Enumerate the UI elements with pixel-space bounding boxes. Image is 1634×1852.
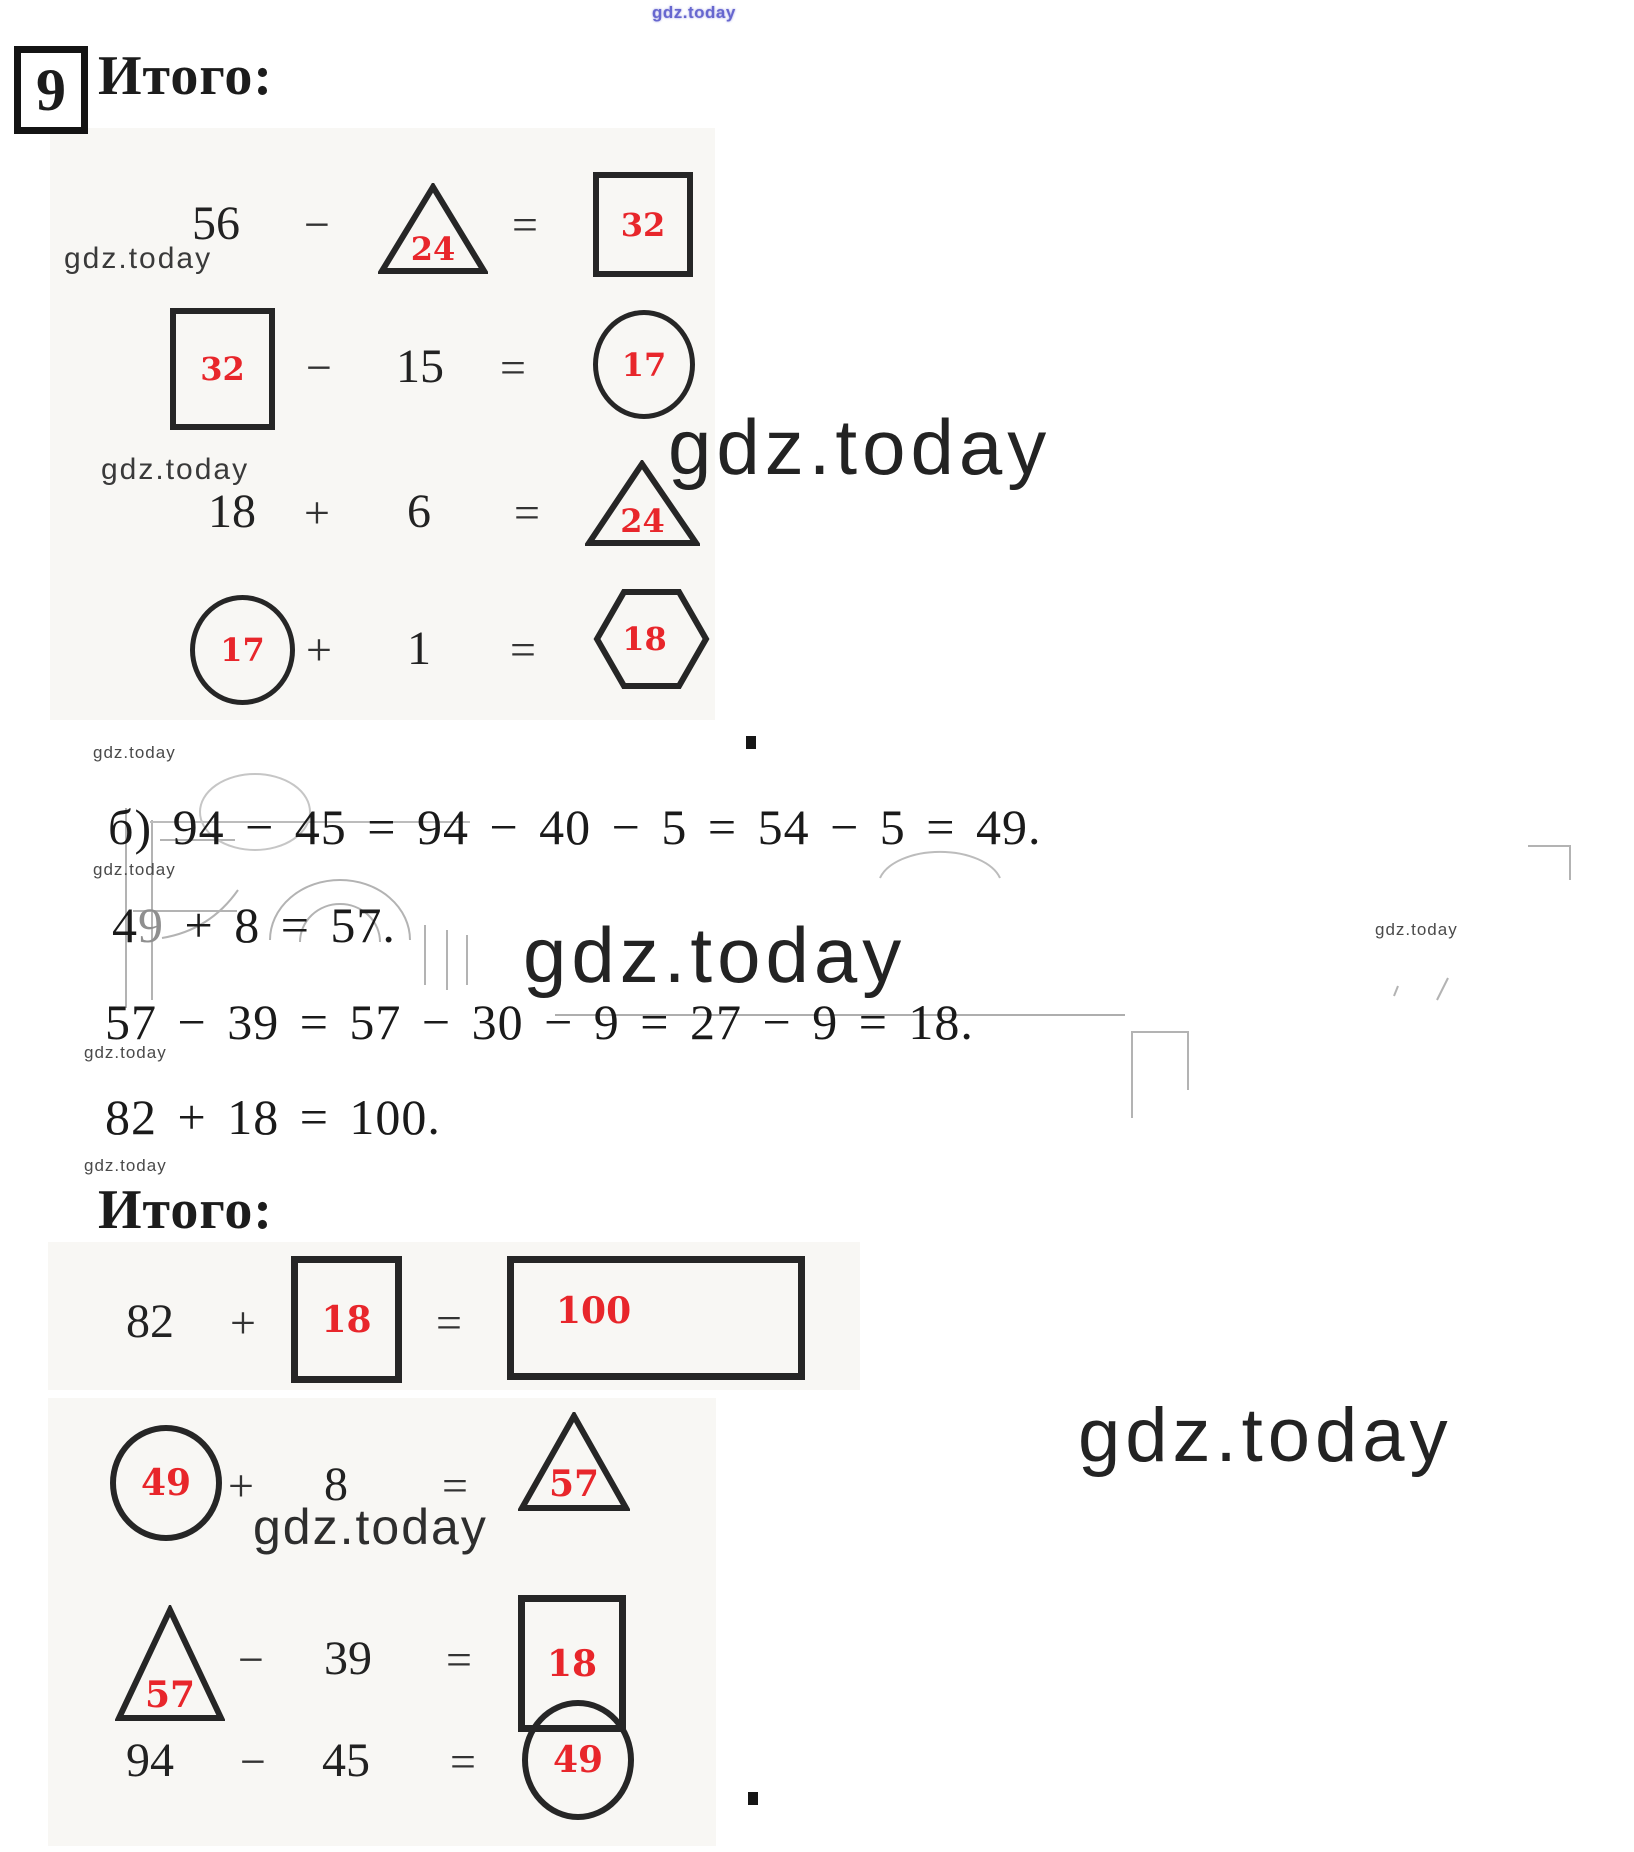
solution-line-3: 57 − 39 = 57 − 30 − 9 = 27 − 9 = 18. [105, 994, 974, 1050]
b2r1-rectangle-shape [507, 1256, 805, 1380]
period-dot-2 [748, 1792, 758, 1805]
watermark-gray-2: gdz.today [101, 453, 250, 486]
b1r2-circle-value: 17 [621, 345, 667, 384]
watermark-medium-block2: gdz.today [253, 1499, 488, 1555]
b2r1-equals-sign: = [436, 1297, 462, 1348]
b1r4-operand-b: 1 [407, 622, 431, 675]
b2r4-equals-sign: = [450, 1736, 476, 1787]
b1r1-square-value: 32 [620, 205, 666, 244]
b2r2-circle-shape [110, 1425, 222, 1541]
b2r2-triangle-value: 57 [548, 1463, 600, 1505]
solution-line-4: 82 + 18 = 100. [105, 1089, 441, 1145]
b1r4-hexagon-value: 18 [622, 620, 667, 658]
b2r1-rectangle-value: 100 [556, 1290, 632, 1332]
b1r4-equals-sign: = [510, 624, 536, 675]
b1r1-square-shape [593, 172, 693, 277]
b2r1-square-value: 18 [321, 1298, 372, 1341]
b1r3-triangle-shape [585, 460, 700, 547]
solution-line-2 [112, 896, 396, 954]
b1r4-hexagon-shape [593, 588, 710, 690]
total-heading-1: Итого: [98, 45, 274, 107]
b2r3-minus-operator: − [238, 1634, 264, 1685]
b1r2-equals-sign: = [500, 342, 526, 393]
b1r3-operand-b: 6 [407, 485, 431, 538]
b1r2-square-shape [170, 308, 275, 430]
watermark-big-3: gdz.today [1078, 1393, 1453, 1478]
watermark-small-1: gdz.today [93, 743, 176, 762]
watermark-gray-1: gdz.today [64, 242, 213, 275]
b2r2-circle-value: 49 [140, 1462, 192, 1504]
period-dot-1 [746, 736, 756, 749]
b1r4-circle-shape [190, 595, 295, 705]
b1r3-triangle-value: 24 [620, 502, 665, 540]
watermark-big-2: gdz.today [523, 911, 907, 999]
b2r2-equals-sign: = [442, 1460, 468, 1511]
b2r4-operand-b: 45 [322, 1734, 370, 1787]
b1r1-triangle-value: 24 [410, 230, 456, 268]
b2r3-operand-b: 39 [324, 1632, 372, 1685]
b1r4-plus-operator: + [306, 624, 332, 675]
b2r4-minus-operator: − [240, 1736, 266, 1787]
b2r3-triangle-shape [115, 1605, 225, 1723]
b1r1-triangle-shape [378, 183, 488, 275]
line2-second-digit-ghosted: 9 [138, 897, 164, 953]
watermark-small-2: gdz.today [93, 860, 176, 879]
b2r2-triangle-shape [518, 1412, 630, 1512]
b2r1-operand-a: 82 [126, 1295, 174, 1348]
problem-number: 9 [36, 56, 66, 123]
b2r1-plus-operator: + [230, 1297, 256, 1348]
b1r2-operand-b: 15 [396, 340, 444, 393]
b1r3-operand-a: 18 [208, 485, 256, 538]
b1r2-square-value: 32 [200, 350, 245, 388]
b2r4-circle-shape [522, 1700, 634, 1820]
line2-rest: + 8 = 57. [164, 897, 396, 953]
problem-number-box [14, 46, 88, 134]
b2r4-operand-a: 94 [126, 1734, 174, 1787]
b2r1-square-shape [291, 1256, 402, 1383]
b1r4-circle-value: 17 [220, 631, 265, 669]
watermark-small-3: gdz.today [84, 1043, 167, 1062]
b2r3-square-value: 18 [546, 1642, 598, 1685]
watermark-blue-top: gdz.today [652, 3, 736, 22]
b1r1-minus-operator: − [304, 199, 330, 250]
total-heading-2: Итого: [98, 1179, 274, 1241]
watermark-small-right: gdz.today [1375, 920, 1458, 939]
solution-line-b: б) 94 − 45 = 94 − 40 − 5 = 54 − 5 = 49. [108, 799, 1042, 855]
watermark-small-4: gdz.today [84, 1156, 167, 1175]
b2r2-operand-b: 8 [324, 1458, 348, 1511]
line2-first-digit: 4 [112, 897, 138, 953]
b1r3-equals-sign: = [514, 487, 540, 538]
b2r4-circle-value: 49 [552, 1739, 604, 1781]
b1r2-minus-operator: − [306, 342, 332, 393]
watermark-big-1: gdz.today [668, 403, 1052, 491]
b1r1-equals-sign: = [512, 199, 538, 250]
b2r2-plus-operator: + [228, 1460, 254, 1511]
b1r1-operand-a: 56 [192, 197, 240, 250]
b2r3-triangle-value: 57 [144, 1674, 196, 1716]
b1r3-plus-operator: + [304, 487, 330, 538]
b2r3-equals-sign: = [446, 1634, 472, 1685]
